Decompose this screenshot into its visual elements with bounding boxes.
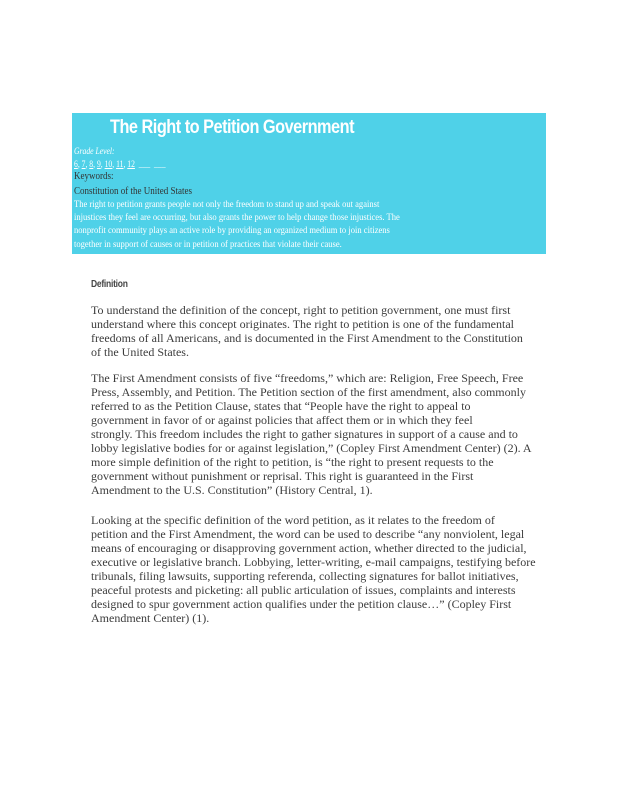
text-line: The First Amendment consists of five “freedoms,” which are: Religion, Free Speech, Free — [91, 371, 524, 385]
text-line: more simple definition of the right to petition, is “the right to present requests to the — [91, 455, 494, 469]
text-line: tribunals, filing lawsuits, supporting referenda, collecting signatures for ballot initiatives, — [91, 569, 519, 583]
text-line: To understand the definition of the concept, right to petition government, one must first — [91, 303, 511, 317]
grade-link-7[interactable]: 7 — [81, 159, 86, 169]
text-line: of the United States. — [91, 345, 189, 359]
definition-paragraph-1 — [91, 303, 551, 359]
grade-link-8[interactable]: 8 — [89, 159, 94, 169]
text-line: peaceful protests and picketing: all public articulation of issues, complaints and interests — [91, 583, 516, 597]
page-title: The Right to Petition Government — [110, 117, 355, 138]
definition-heading: Definition — [91, 279, 128, 290]
grade-link-9[interactable]: 9 — [96, 159, 101, 169]
grade-link-12[interactable]: 12 — [127, 159, 135, 169]
summary-text — [74, 199, 494, 252]
text-line: Press, Assembly, and Petition. The Petition section of the first amendment, also commonly — [91, 385, 526, 399]
summary-line: together in support of causes or in petition of practices that violate their cause. — [74, 239, 342, 250]
text-line: designed to spur government action qualifies under the petition clause…” (Copley First — [91, 597, 512, 611]
summary-line: injustices they feel are occurring, but also grants the power to help change those injustices. The — [74, 213, 400, 224]
text-line: executive or legislative branch. Lobbying, letter-writing, e-mail campaigns, testifying before — [91, 555, 536, 569]
grade-link-6[interactable]: 6 — [74, 159, 78, 169]
text-line: referred to as the Petition Clause, states that “People have the right to appeal to — [91, 399, 471, 413]
definition-paragraph-2 — [91, 371, 551, 497]
keywords-label: Keywords: — [74, 171, 114, 182]
summary-line: nonprofit community plays an active role by providing an organized medium to join citizens — [74, 226, 390, 237]
text-line: government without punishment or reprisal. This right is guaranteed in the First — [91, 469, 474, 483]
text-line: freedoms of all Americans, and is documented in the First Amendment to the Constitution — [91, 331, 523, 345]
text-line: Amendment Center) (1). — [91, 611, 210, 625]
grade-link-10[interactable]: 10 — [104, 159, 113, 169]
text-line: petition and the First Amendment, the word can be used to describe “any nonviolent, legal — [91, 527, 525, 541]
text-line: lobby legislative bodies for or against legislation,” (Copley First Amendment Center) (2). A — [91, 441, 532, 455]
grade-level-links: 6, 7, 8, 9, 10, 11, 12 ___ ___ — [74, 159, 166, 169]
text-line: strongly. This freedom includes the right to gather signatures in support of a cause and to — [91, 427, 518, 441]
text-line: Amendment to the U.S. Constitution” (History Central, 1). — [91, 483, 373, 497]
grade-link-11[interactable]: 11 — [116, 159, 124, 169]
text-line: understand where this concept originates. The right to petition is one of the fundamental — [91, 317, 514, 331]
header-banner — [72, 113, 546, 254]
keywords-value[interactable]: Constitution of the United States — [74, 186, 192, 197]
text-line: government in favor of or against policies that affect them or in which they feel — [91, 413, 473, 427]
summary-line: The right to petition grants people not only the freedom to stand up and speak out against — [74, 200, 380, 210]
definition-paragraph-3 — [91, 513, 551, 625]
text-line: Looking at the specific definition of the word petition, as it relates to the freedom of — [91, 513, 495, 527]
text-line: means of encouraging or disapproving government action, whether directed to the judicial, — [91, 541, 527, 555]
grade-level-label: Grade Level: — [74, 146, 115, 156]
